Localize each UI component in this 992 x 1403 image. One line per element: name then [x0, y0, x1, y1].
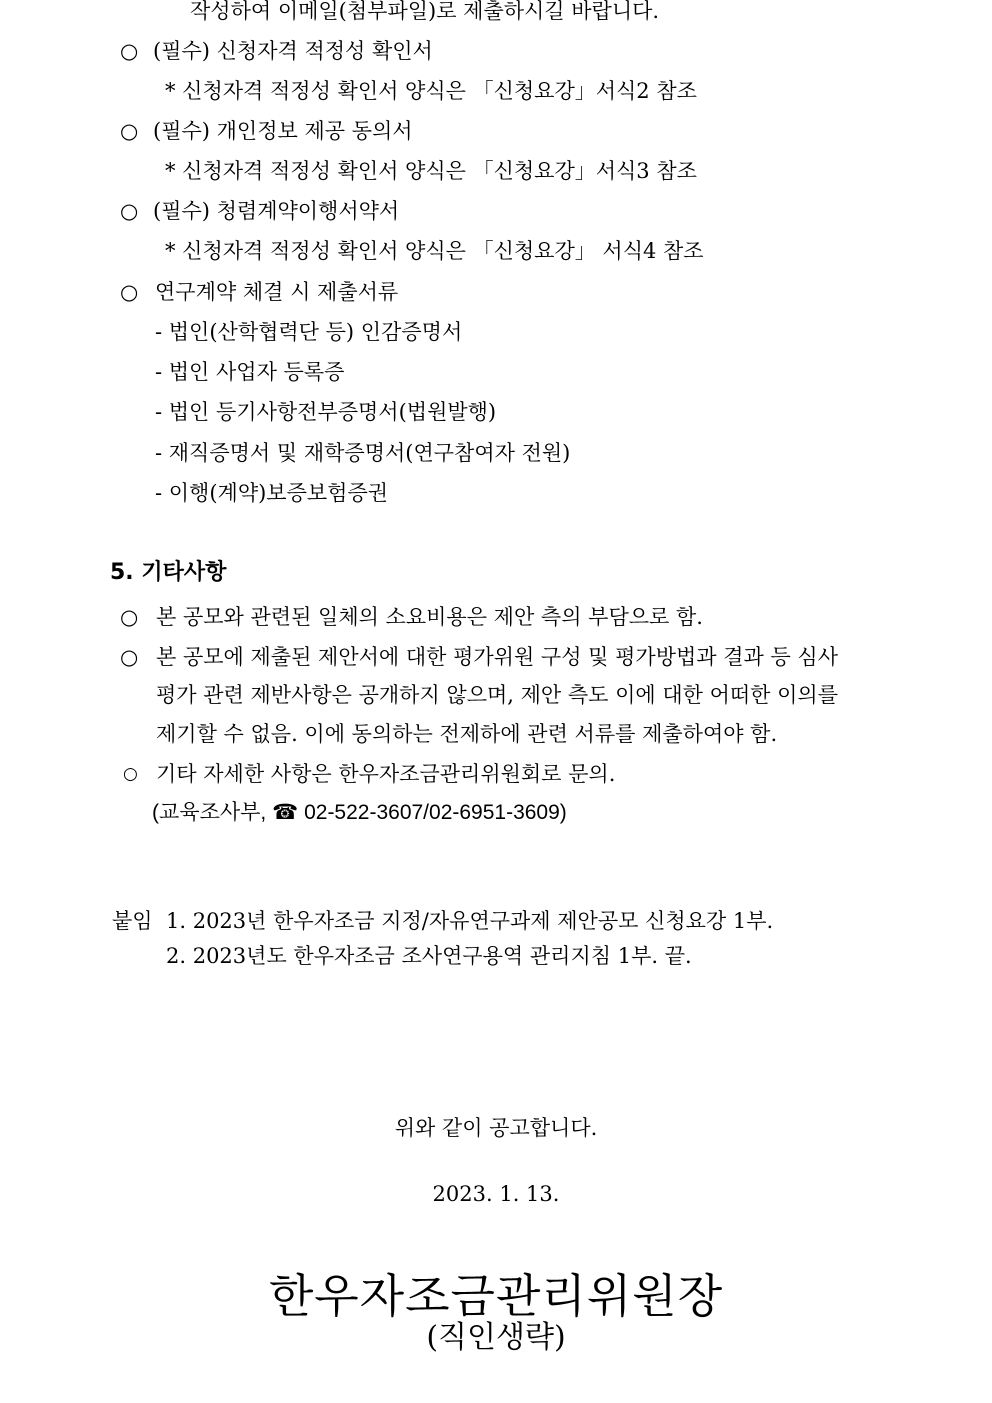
other-item-2-text-line: 본 공모에 제출된 제안서에 대한 평가위원 구성 및 평가방법과 결과 등 심사	[156, 645, 839, 669]
required-item-3-note: * 신청자격 적정성 확인서 양식은 「신청요강」 서식4 참조	[165, 239, 704, 263]
required-item-1-note: * 신청자격 적정성 확인서 양식은 「신청요강」서식2 참조	[165, 79, 697, 103]
contract-doc-item: - 법인 등기사항전부증명서(법원발행)	[155, 400, 497, 424]
other-item-3-text-line: 기타 자세한 사항은 한우자조금관리위원회로 문의.	[156, 762, 616, 786]
required-item-2-title: (필수) 개인정보 제공 동의서	[153, 119, 413, 143]
required-item-3-bullet: ○	[120, 199, 139, 223]
contact-line: (교육조사부, ☎ 02-522-3607/02-6951-3609)	[152, 801, 567, 824]
notice-date: 2023. 1. 13.	[432, 1182, 560, 1206]
other-item-2-text-line: 평가 관련 제반사항은 공개하지 않으며, 제안 측도 이에 대한 어떠한 이의를	[156, 683, 839, 707]
seal-omitted-note: (직인생략)	[426, 1320, 566, 1355]
required-item-2-note: * 신청자격 적정성 확인서 양식은 「신청요강」서식3 참조	[165, 159, 697, 183]
contract-docs-title: 연구계약 체결 시 제출서류	[155, 280, 399, 304]
required-item-2-bullet: ○	[120, 119, 139, 143]
section-5-heading: 5. 기타사항	[110, 560, 227, 585]
issuer-title: 한우자조금관리위원장	[268, 1269, 724, 1323]
contract-doc-item: - 이행(계약)보증보험증권	[155, 481, 389, 505]
other-item-3-bullet: ○	[123, 764, 138, 784]
required-item-1-title: (필수) 신청자격 적정성 확인서	[153, 39, 433, 63]
other-item-2-text-line: 제기할 수 없음. 이에 동의하는 전제하에 관련 서류를 제출하여야 함.	[156, 722, 778, 746]
required-item-1-bullet: ○	[120, 39, 139, 63]
other-item-1-bullet: ○	[120, 605, 139, 629]
attachment-item-2: 2. 2023년도 한우자조금 조사연구용역 관리지침 1부. 끝.	[166, 944, 692, 968]
required-item-3-title: (필수) 청렴계약이행서약서	[153, 199, 400, 223]
closing-statement: 위와 같이 공고합니다.	[394, 1116, 598, 1140]
intro-tail-text: 작성하여 이메일(첨부파일)로 제출하시길 바랍니다.	[190, 0, 660, 23]
other-item-1-text: 본 공모와 관련된 일체의 소요비용은 제안 측의 부담으로 함.	[156, 605, 703, 629]
contract-doc-item: - 법인(산학협력단 등) 인감증명서	[155, 320, 463, 344]
contract-doc-item: - 법인 사업자 등록증	[155, 360, 345, 384]
contract-docs-bullet: ○	[120, 280, 139, 304]
attachment-item-1: 1. 2023년 한우자조금 지정/자유연구과제 제안공모 신청요강 1부.	[166, 909, 774, 933]
contract-doc-item: - 재직증명서 및 재학증명서(연구참여자 전원)	[155, 441, 571, 465]
attachment-label: 붙임	[112, 909, 153, 933]
other-item-2-bullet: ○	[120, 645, 139, 669]
